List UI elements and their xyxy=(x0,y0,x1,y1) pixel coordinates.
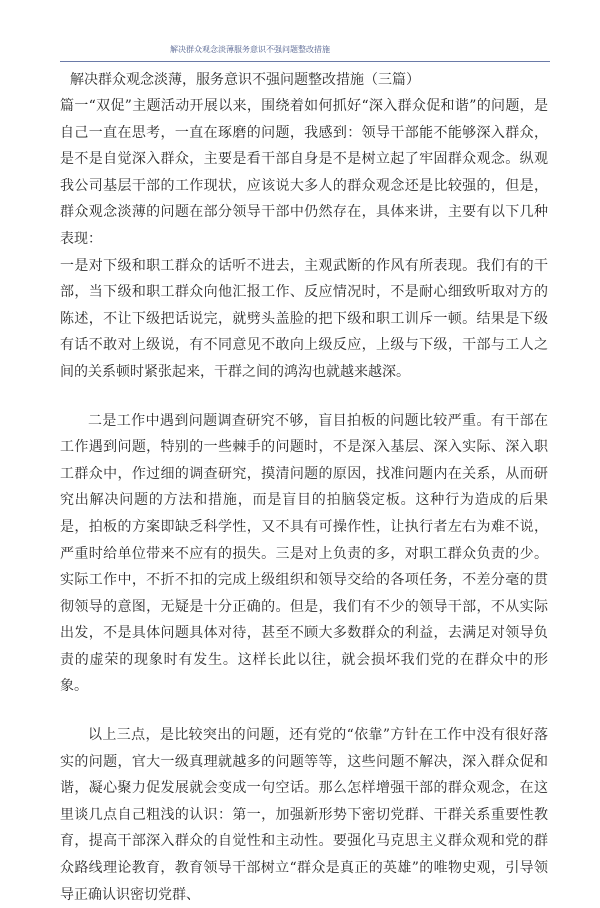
paragraph-point-one: 一是对下级和职工群众的话听不进去，主观武断的作风有所表现。我们有的干部，当下级和职工群众向他汇报工作、反应情况时，不是耐心细致听取对方的陈述，不让下级把话说完，就劈头盖脸的把下级和职工训斥一顿。结果是下级有话不敢对上级说，有不同意见不敢向上级反应，上级与下级，干部与工人之间的关系顿时紧张起来，干群之间的鸿沟也就越来越深。 xyxy=(60,257,548,380)
document-title: 解决群众观念淡薄，服务意识不强问题整改措施（三篇） xyxy=(70,72,420,88)
running-header: 解决群众观念淡薄服务意识不强问题整改措施 xyxy=(170,45,330,54)
paragraph-intro: 篇一“双促”主题活动开展以来，围绕着如何抓好“深入群众促和谐”的问题，是自己一直在思考，一直在琢磨的问题，我感到：领导干部能不能够深入群众，是不是自觉深入群众，主要是看干部自身是不是树立起了牢固群众观念。纵观我公司基层干部的工作现状，应该说大多人的群众观念还是比较强的，但是，群众观念淡薄的问题在部分领导干部中仍然存在，具体来讲，主要有以下几种表现： xyxy=(60,98,548,247)
header-divider xyxy=(60,61,550,62)
document-body xyxy=(60,93,548,908)
paragraph-gap xyxy=(60,700,548,722)
paragraph-gap xyxy=(60,386,548,408)
paragraph-point-two-three: 二是工作中遇到问题调查研究不够，盲目拍板的问题比较严重。有干部在工作遇到问题，特别的一些棘手的问题时，不是深入基层、深入实际、深入职工群众中，作过细的调查研究，摸清问题的原因，找准问题内在关系，从而研究出解决问题的方法和措施，而是盲目的拍脑袋定板。这种行为造成的后果是，拍板的方案即缺乏科学性，又不具有可操作性，让执行者左右为难不说，严重时给单位带来不应有的损失。三是对上负责的多，对职工群众负责的少。实际工作中，不折不扣的完成上级组织和领导交给的各项任务，不差分毫的贯彻领导的意图，无疑是十分正确的。但是，我们有不少的领导干部，不从实际出发，不是具体问题具体对待，甚至不顾大多数群众的利益，去满足对领导负责的虚荣的现象时有发生。这样长此以往，就会损坏我们党的在群众中的形象。 xyxy=(60,412,548,695)
paragraph-summary: 以上三点，是比较突出的问题，还有党的“依靠”方针在工作中没有很好落实的问题，官大一级真理就越多的问题等等，这些问题不解决，深入群众促和谐，凝心聚力促发展就会变成一句空话。那么怎样增强干部的群众观念，在这里谈几点自己粗浅的认识：第一，加强新形势下密切党群、干群关系重要性教育，提高干部深入群众的自觉性和主动性。要强化马克思主义群众观和党的群众路线理论教育，教育领导干部树立“群众是真正的英雄”的唯物史观，引导领导正确认识密切党群、 xyxy=(60,727,548,903)
